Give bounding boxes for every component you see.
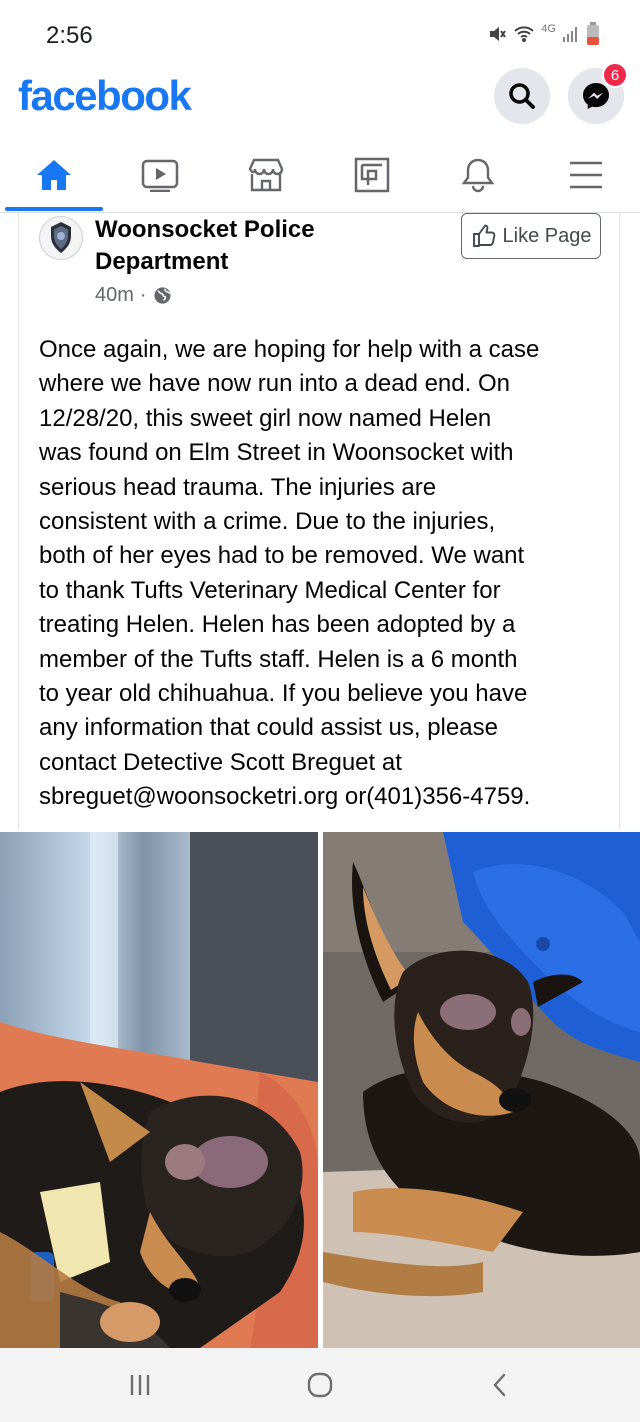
like-page-label: Like Page <box>502 224 592 247</box>
dog-photo-left <box>0 832 318 1348</box>
post-text-line: to thank Tufts Veterinary Medical Center for <box>39 576 501 604</box>
post-text-line: Once again, we are hoping for help with a case <box>39 336 540 363</box>
messenger-badge: 6 <box>602 62 628 88</box>
messenger-button[interactable] <box>568 68 624 124</box>
photo-helen-sitting[interactable] <box>323 832 640 1348</box>
video-icon <box>140 158 180 192</box>
tab-pages[interactable] <box>322 140 422 210</box>
post-text-line: to year old chihuahua. If you believe you have <box>39 680 528 708</box>
search-icon <box>507 81 537 111</box>
post-text-line: any information that could assist us, please <box>39 714 498 742</box>
active-tab-indicator <box>5 207 103 211</box>
tab-marketplace[interactable] <box>216 140 316 210</box>
tab-watch[interactable] <box>110 140 210 210</box>
status-bar <box>0 0 640 64</box>
post-photos <box>0 832 640 1348</box>
post-text-line: treating Helen. Helen has been adopted by a <box>39 611 516 639</box>
post-card <box>18 212 620 830</box>
back-system-button[interactable] <box>480 1370 520 1400</box>
signal-icon <box>562 25 580 43</box>
battery-icon <box>586 22 600 46</box>
post-text-line: contact Detective Scott Breguet at <box>39 748 402 776</box>
tab-menu[interactable] <box>536 140 636 210</box>
page-avatar[interactable] <box>39 216 83 260</box>
post-text-line[interactable]: sbreguet@woonsocketri.org or(401)356-4759. <box>39 783 531 811</box>
home-icon <box>34 157 74 193</box>
post-meta <box>95 284 172 307</box>
hamburger-menu-icon <box>566 158 606 192</box>
network-type: 4G <box>541 23 556 35</box>
post-text-line: serious head trauma. The injuries are <box>39 473 437 501</box>
system-navigation-bar <box>0 1348 640 1422</box>
store-icon <box>246 157 286 193</box>
facebook-logo[interactable]: facebook <box>18 72 191 119</box>
post-text-line: was found on Elm Street in Woonsocket with <box>39 439 514 467</box>
tab-home[interactable] <box>4 140 104 210</box>
pages-icon <box>352 157 392 193</box>
meta-separator: · <box>139 284 147 306</box>
post-time[interactable]: 40m <box>95 284 134 306</box>
app-header <box>0 64 640 134</box>
post-text-line: both of her eyes had to be removed. We want <box>39 542 525 570</box>
status-icons <box>487 22 600 46</box>
globe-icon <box>153 286 172 305</box>
back-chevron-icon <box>485 1370 515 1400</box>
police-badge-icon <box>40 217 82 259</box>
home-circle-icon <box>305 1370 335 1400</box>
wifi-icon <box>513 24 535 44</box>
dog-photo-right <box>323 832 640 1348</box>
recent-apps-button[interactable] <box>120 1370 160 1400</box>
post-text <box>39 333 609 815</box>
main-nav <box>0 140 640 213</box>
bell-icon <box>458 156 498 194</box>
page-name[interactable]: Woonsocket Police Department <box>95 216 315 275</box>
recent-apps-icon <box>125 1371 155 1399</box>
status-time: 2:56 <box>46 22 93 49</box>
post-text-line: consistent with a crime. Due to the injuries, <box>39 508 496 536</box>
post-text-line: member of the Tufts staff. Helen is a 6 month <box>39 645 518 673</box>
home-system-button[interactable] <box>300 1370 340 1400</box>
mute-icon <box>487 24 507 44</box>
post-text-line: where we have now run into a dead end. On <box>39 370 510 398</box>
like-page-button[interactable] <box>461 213 601 259</box>
search-button[interactable] <box>494 68 550 124</box>
thumbs-up-icon <box>471 223 497 249</box>
photo-helen-lying[interactable] <box>0 832 318 1348</box>
tab-notifications[interactable] <box>428 140 528 210</box>
post-text-line: 12/28/20, this sweet girl now named Helen <box>39 404 492 432</box>
